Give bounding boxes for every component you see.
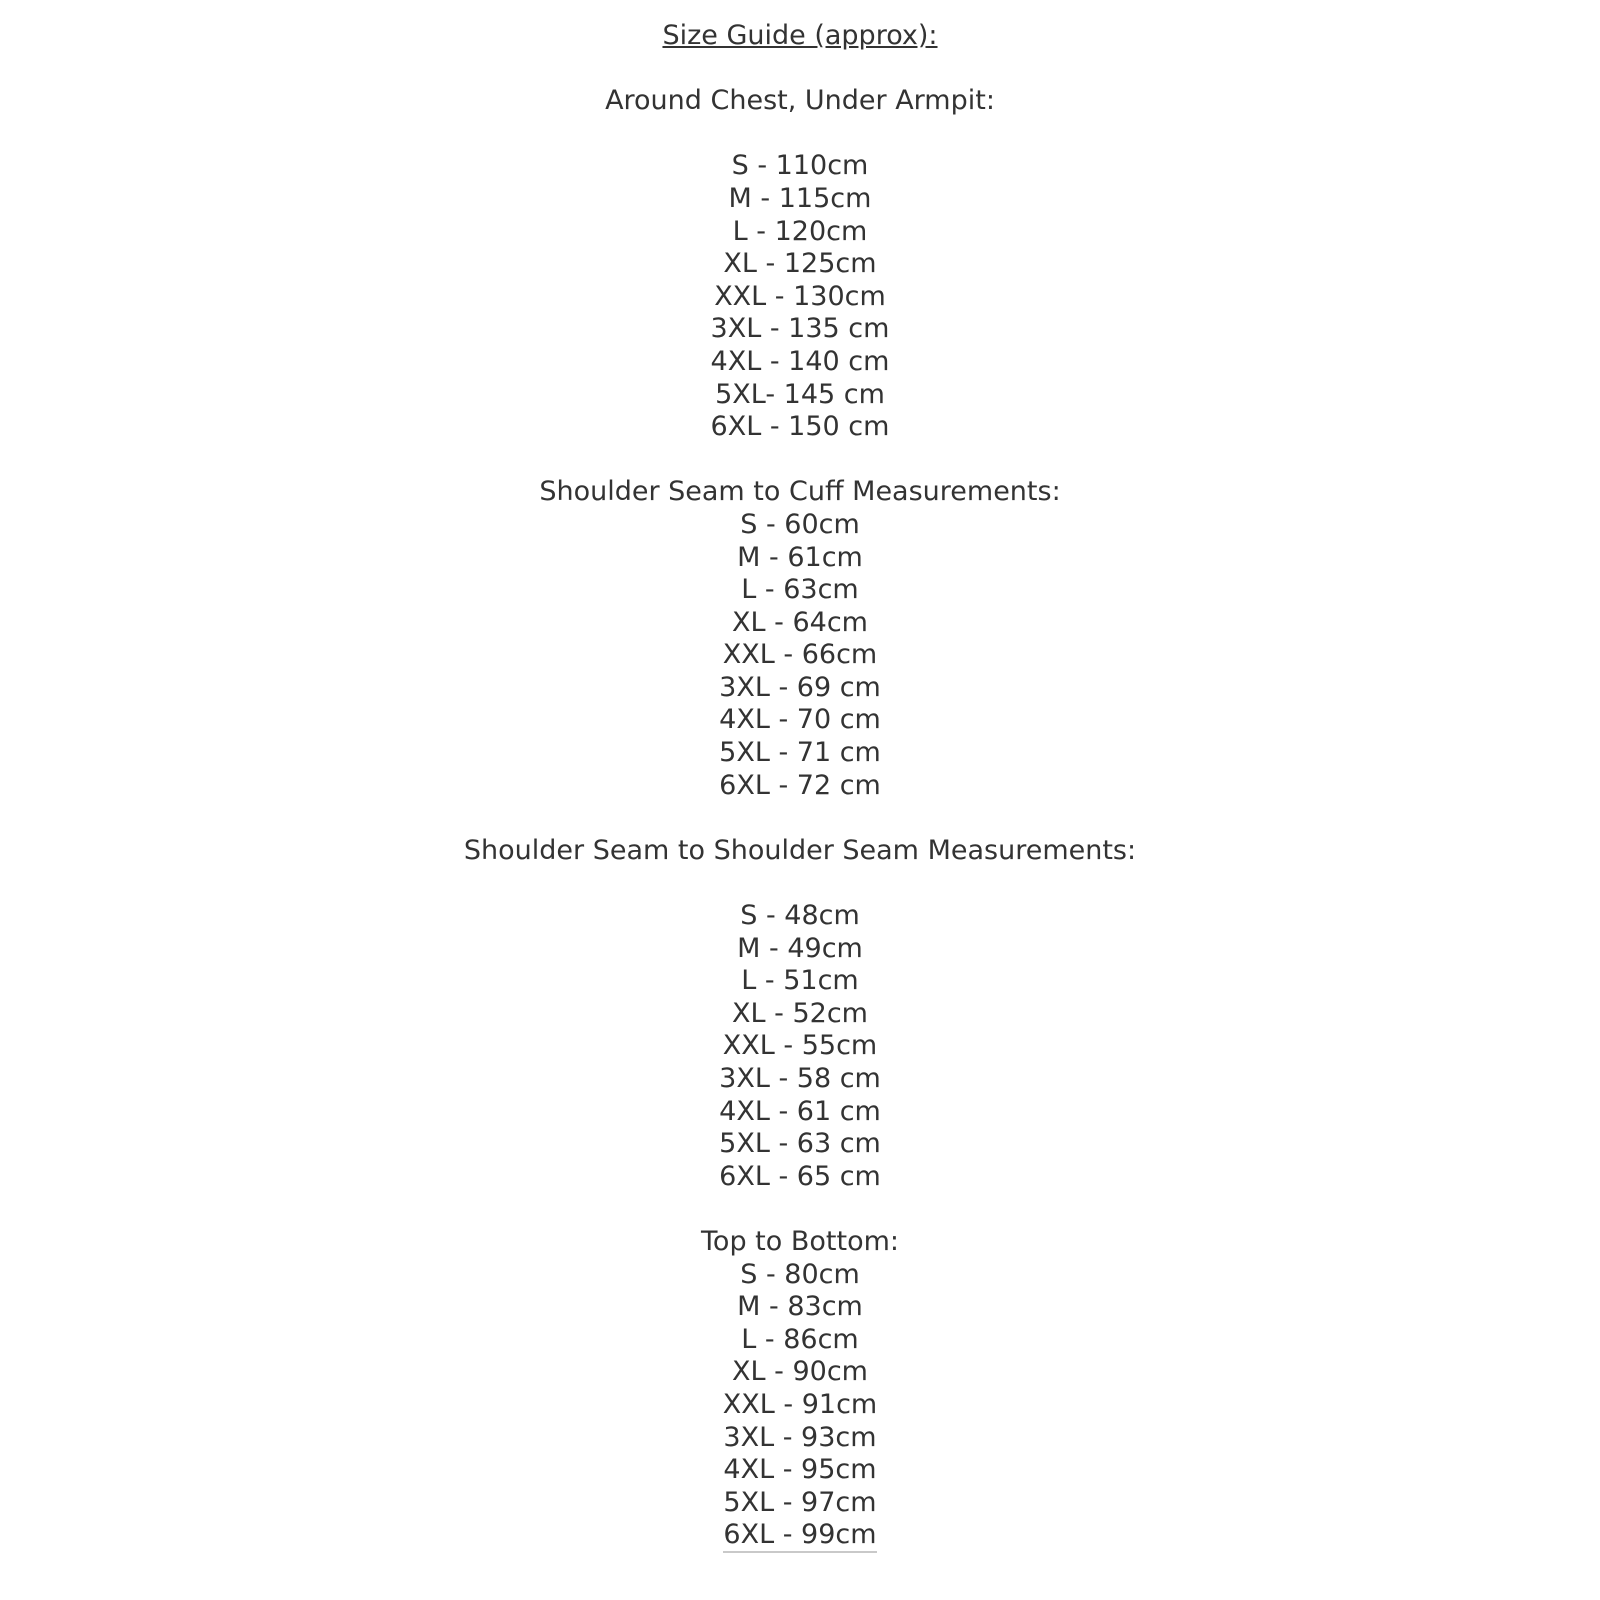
size-row: XL - 125cm: [723, 248, 877, 280]
size-row: 3XL - 135 cm: [710, 313, 890, 345]
size-row: M - 83cm: [737, 1291, 863, 1323]
section-shoulder-to-cuff: [0, 476, 1600, 802]
page-title: [0, 20, 1600, 53]
size-row: XL - 90cm: [732, 1356, 868, 1388]
size-row: 4XL - 61 cm: [719, 1095, 881, 1127]
size-row: 4XL - 70 cm: [719, 704, 881, 736]
size-row: 5XL - 71 cm: [719, 737, 881, 769]
size-row: L - 86cm: [741, 1323, 859, 1355]
size-row: L - 120cm: [732, 215, 868, 247]
section-around-chest: [0, 85, 1600, 444]
size-row: XXL - 66cm: [722, 639, 878, 671]
size-row: 3XL - 58 cm: [719, 1063, 881, 1094]
size-row: L - 63cm: [741, 574, 859, 606]
size-row: XL - 52cm: [732, 997, 868, 1029]
size-row-last-text: 6XL - 99cm: [723, 1519, 876, 1553]
section-heading-around-chest: Around Chest, Under Armpit:: [605, 85, 995, 117]
section-shoulder-to-shoulder: [0, 835, 1600, 1194]
size-row: M - 49cm: [737, 932, 863, 964]
size-row: 5XL - 97cm: [723, 1486, 877, 1518]
size-row: S - 80cm: [740, 1258, 860, 1290]
size-row: S - 48cm: [740, 900, 860, 932]
size-row-last: [0, 1519, 1600, 1552]
size-row: XXL - 55cm: [722, 1030, 878, 1062]
size-row: XL - 64cm: [732, 606, 868, 638]
size-row: XXL - 91cm: [722, 1388, 878, 1420]
size-row: 6XL - 150 cm: [710, 411, 890, 443]
size-row: S - 110cm: [731, 150, 869, 182]
size-row: 5XL- 145 cm: [715, 378, 885, 410]
size-row: L - 51cm: [741, 965, 859, 997]
size-row: S - 60cm: [740, 508, 860, 540]
size-row: 3XL - 93cm: [723, 1421, 877, 1453]
size-row: 5XL - 63 cm: [719, 1128, 881, 1160]
section-heading-shoulder-to-cuff: Shoulder Seam to Cuff Measurements:: [539, 476, 1061, 508]
size-row: M - 115cm: [728, 182, 872, 214]
page-title-text: Size Guide (approx):: [662, 20, 938, 51]
section-heading-top-to-bottom: Top to Bottom:: [701, 1225, 899, 1257]
size-row: 4XL - 95cm: [723, 1454, 877, 1486]
size-row: 3XL - 69 cm: [719, 671, 881, 703]
size-row: M - 61cm: [737, 541, 863, 573]
size-row: 6XL - 65 cm: [719, 1160, 881, 1192]
section-heading-shoulder-to-shoulder: Shoulder Seam to Shoulder Seam Measurements:: [463, 834, 1137, 866]
section-top-to-bottom: [0, 1226, 1600, 1552]
size-row: 6XL - 72 cm: [719, 769, 881, 801]
size-row: 4XL - 140 cm: [710, 345, 890, 377]
size-row: XXL - 130cm: [714, 280, 886, 312]
